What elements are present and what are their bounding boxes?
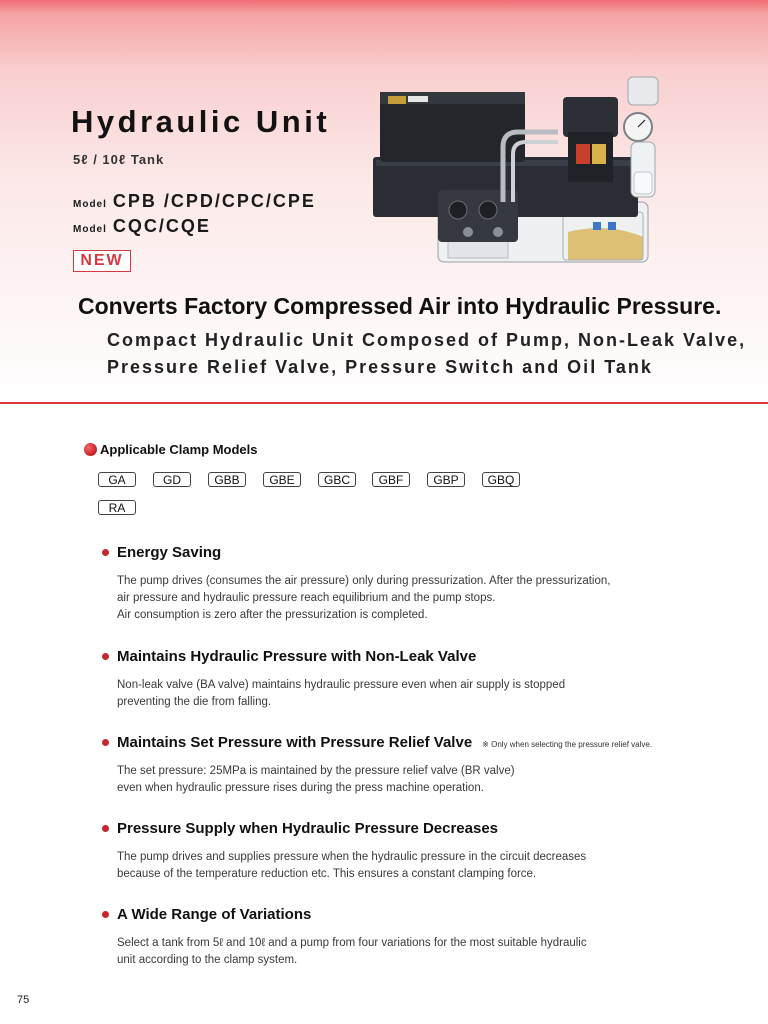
feature-body xyxy=(117,573,702,624)
clamp-model-tag: GBB xyxy=(208,472,246,487)
feature-heading: Pressure Supply when Hydraulic Pressure Decreases xyxy=(117,820,499,837)
bullet-dot-icon xyxy=(102,653,109,660)
feature-line: The pump drives and supplies pressure when the hydraulic pressure in the circuit decreases xyxy=(117,851,587,863)
subheadline-line-2: Pressure Relief Valve, Pressure Switch and Oil Tank xyxy=(107,357,653,377)
model-line-1 xyxy=(73,191,316,212)
feature-line: because of the temperature reduction etc. This ensures a constant clamping force. xyxy=(117,868,537,880)
bullet-dot-icon xyxy=(102,739,109,746)
feature-pressure-relief-valve xyxy=(102,734,702,797)
feature-body xyxy=(117,763,702,797)
applicable-clamp-models-title: Applicable Clamp Models xyxy=(100,442,258,457)
subheadline-line-1: Compact Hydraulic Unit Composed of Pump, Non-Leak Valve, xyxy=(107,330,747,350)
feature-line: Non-leak valve (BA valve) maintains hydraulic pressure even when air supply is stopped xyxy=(117,679,566,691)
feature-line: Air consumption is zero after the pressurization is completed. xyxy=(117,609,428,621)
clamp-model-tag: GBP xyxy=(427,472,465,487)
headline: Converts Factory Compressed Air into Hydraulic Pressure. xyxy=(78,293,722,319)
clamp-model-tag: GBF xyxy=(372,472,410,487)
page-title: Hydraulic Unit xyxy=(71,104,331,139)
bullet-dot-icon xyxy=(84,443,97,456)
feature-pressure-supply xyxy=(102,820,702,883)
clamp-model-tag: GA xyxy=(98,472,136,487)
model-value: CPB /CPD/CPC/CPE xyxy=(112,191,316,211)
bullet-dot-icon xyxy=(102,549,109,556)
feature-note: ※ Only when selecting the pressure relief valve. xyxy=(482,740,653,749)
feature-line: preventing the die from falling. xyxy=(117,696,272,708)
feature-line: The pump drives (consumes the air pressure) only during pressurization. After the pressurization, xyxy=(117,575,611,587)
applicable-clamp-models-heading xyxy=(84,442,257,457)
clamp-model-tag: GBE xyxy=(263,472,301,487)
page-number: 75 xyxy=(17,994,30,1006)
feature-line: unit according to the clamp system. xyxy=(117,954,298,966)
feature-energy-saving xyxy=(102,544,702,624)
model-label: Model xyxy=(73,224,107,235)
feature-body xyxy=(117,677,702,711)
tank-capacity: 5ℓ / 10ℓ Tank xyxy=(73,152,165,167)
model-label: Model xyxy=(73,199,107,210)
feature-body xyxy=(117,935,702,969)
model-line-2 xyxy=(73,216,211,237)
bullet-dot-icon xyxy=(102,911,109,918)
clamp-model-tag: GD xyxy=(153,472,191,487)
clamp-model-tag: GBC xyxy=(318,472,356,487)
feature-heading: Energy Saving xyxy=(117,544,222,561)
feature-line: The set pressure: 25MPa is maintained by the pressure relief valve (BR valve) xyxy=(117,765,515,777)
feature-heading: Maintains Hydraulic Pressure with Non-Leak Valve xyxy=(117,648,477,665)
feature-line: even when hydraulic pressure rises during the press machine operation. xyxy=(117,782,484,794)
header-banner xyxy=(0,0,768,404)
feature-line: Select a tank from 5ℓ and 10ℓ and a pump from four variations for the most suitable hydraulic xyxy=(117,937,587,949)
feature-body xyxy=(117,849,702,883)
feature-line: air pressure and hydraulic pressure reach equilibrium and the pump stops. xyxy=(117,592,496,604)
clamp-model-tag: RA xyxy=(98,500,136,515)
feature-heading: Maintains Set Pressure with Pressure Relief Valve xyxy=(117,734,473,751)
new-badge: NEW xyxy=(73,250,131,272)
clamp-model-tag: GBQ xyxy=(482,472,520,487)
model-value: CQC/CQE xyxy=(112,216,211,236)
bullet-dot-icon xyxy=(102,825,109,832)
feature-non-leak-valve xyxy=(102,648,702,711)
feature-wide-range-variations xyxy=(102,906,702,969)
hydraulic-unit-product-image xyxy=(368,72,668,267)
feature-heading: A Wide Range of Variations xyxy=(117,906,312,923)
